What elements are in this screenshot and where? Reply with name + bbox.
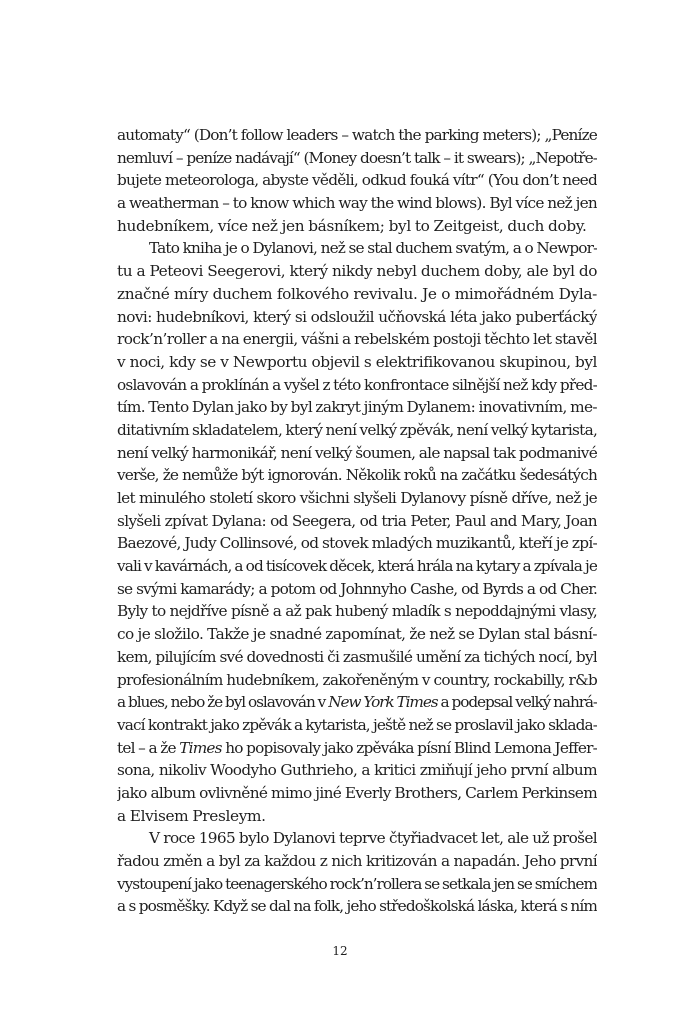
text-line: bujete meteorologa, abyste věděli, odkud fouká vítr“ (You don’t need [117, 171, 597, 190]
text-line: slyšeli zpívat Dylana: od Seegera, od tria Peter, Paul and Mary, Joan [117, 511, 597, 530]
text-line: profesionálním hudebníkem, zakořeněným v country, rockabilly, r&b [117, 670, 597, 689]
text-line: ditativním skladatelem, který není velký zpěvák, není velký kytarista, [117, 420, 597, 439]
paragraph-end-line: a Elvisem Presleym. [117, 806, 266, 825]
text-line: Baezové, Judy Collinsové, od stovek mladých muzikantů, kteří je zpí- [117, 534, 597, 553]
text-line: a s posměšky. Když se dal na folk, jeho středoškolská láska, která s ním [117, 897, 597, 916]
text-line: tím. Tento Dylan jako by byl zakryt jiným Dylanem: inovativním, me- [117, 398, 597, 417]
text-line: nemluví – peníze nadávají“ (Money doesn’t talk – it swears); „Nepotře- [117, 148, 597, 167]
text-line: jako album ovlivněné mimo jiné Everly Brothers, Carlem Perkinsem [117, 783, 597, 802]
text-line: se svými kamarády; a potom od Johnnyho Cashe, od Byrds a od Cher. [117, 579, 597, 598]
text-line: v noci, kdy se v Newportu objevil s elektrifikovanou skupinou, byl [117, 352, 597, 371]
text-line: novi: hudebníkovi, který si odsloužil učňovská léta jako puberťácký [117, 307, 597, 326]
text-line: Byly to nejdříve písně a až pak hubený mladík s nepoddajnými vlasy, [117, 602, 597, 621]
paragraph-start-line: V roce 1965 bylo Dylanovi teprve čtyřiadvacet let, ale už prošel [149, 829, 597, 848]
text-line: vali v kavárnách, a od tisícovek děcek, která hrála na kytary a zpívala je [117, 557, 597, 576]
text-line: oslavován a proklínán a vyšel z této konfrontace silnější než kdy před- [117, 375, 597, 394]
text-line: řadou změn a byl za každou z nich kritizován a napadán. Jeho první [117, 852, 597, 870]
text-line: kem, pilujícím své dovednosti či zasmušilé umění za tichých nocí, byl [117, 647, 597, 666]
text-line: a blues, nebo že byl oslavován v New York Times a podepsal velký nahrá- [117, 693, 597, 712]
body-text [117, 124, 597, 918]
text-line: tel – a že Times ho popisovaly jako zpěváka písní Blind Lemona Jeffer- [117, 738, 597, 757]
text-line: let minulého století skoro všichni slyšeli Dylanovy písně dříve, než je [117, 489, 597, 507]
publication-title: New York Times [328, 693, 438, 712]
text-line: vací kontrakt jako zpěvák a kytarista, ještě než se proslavil jako sklada- [117, 715, 597, 734]
paragraph-end-line: hudebníkem, více než jen básníkem; byl to Zeitgeist, duch doby. [117, 216, 587, 235]
text-line: verše, že nemůže být ignorován. Několik roků na začátku šedesátých [117, 466, 597, 485]
text-line: není velký harmonikář, není velký šoumen, ale napsal tak podmanivé [117, 443, 597, 462]
text-line: a weatherman – to know which way the wind blows). Byl více než jen [117, 194, 597, 213]
text-line: automaty“ (Don’t follow leaders – watch the parking meters); „Peníze [117, 126, 597, 144]
text-line: tu a Peteovi Seegerovi, který nikdy nebyl duchem doby, ale byl do [117, 262, 597, 281]
publication-title: Times [179, 738, 222, 757]
text-line: vystoupení jako teenagerského rock’n’rollera se setkala jen se smíchem [117, 874, 597, 893]
page-number: 12 [332, 944, 348, 958]
text-line: sona, nikoliv Woodyho Guthrieho, a kritici zmiňují jeho první album [117, 761, 597, 780]
text-line: co je složilo. Takže je snadné zapomínat, že než se Dylan stal básní- [117, 625, 597, 644]
paragraph-start-line: Tato kniha je o Dylanovi, než se stal duchem svatým, a o Newpor- [149, 239, 597, 258]
text-line: značné míry duchem folkového revivalu. Je o mimořádném Dyla- [117, 284, 597, 303]
text-line: rock’n’roller a na energii, vášni a rebelském postoji těchto let stavěl [117, 330, 597, 349]
